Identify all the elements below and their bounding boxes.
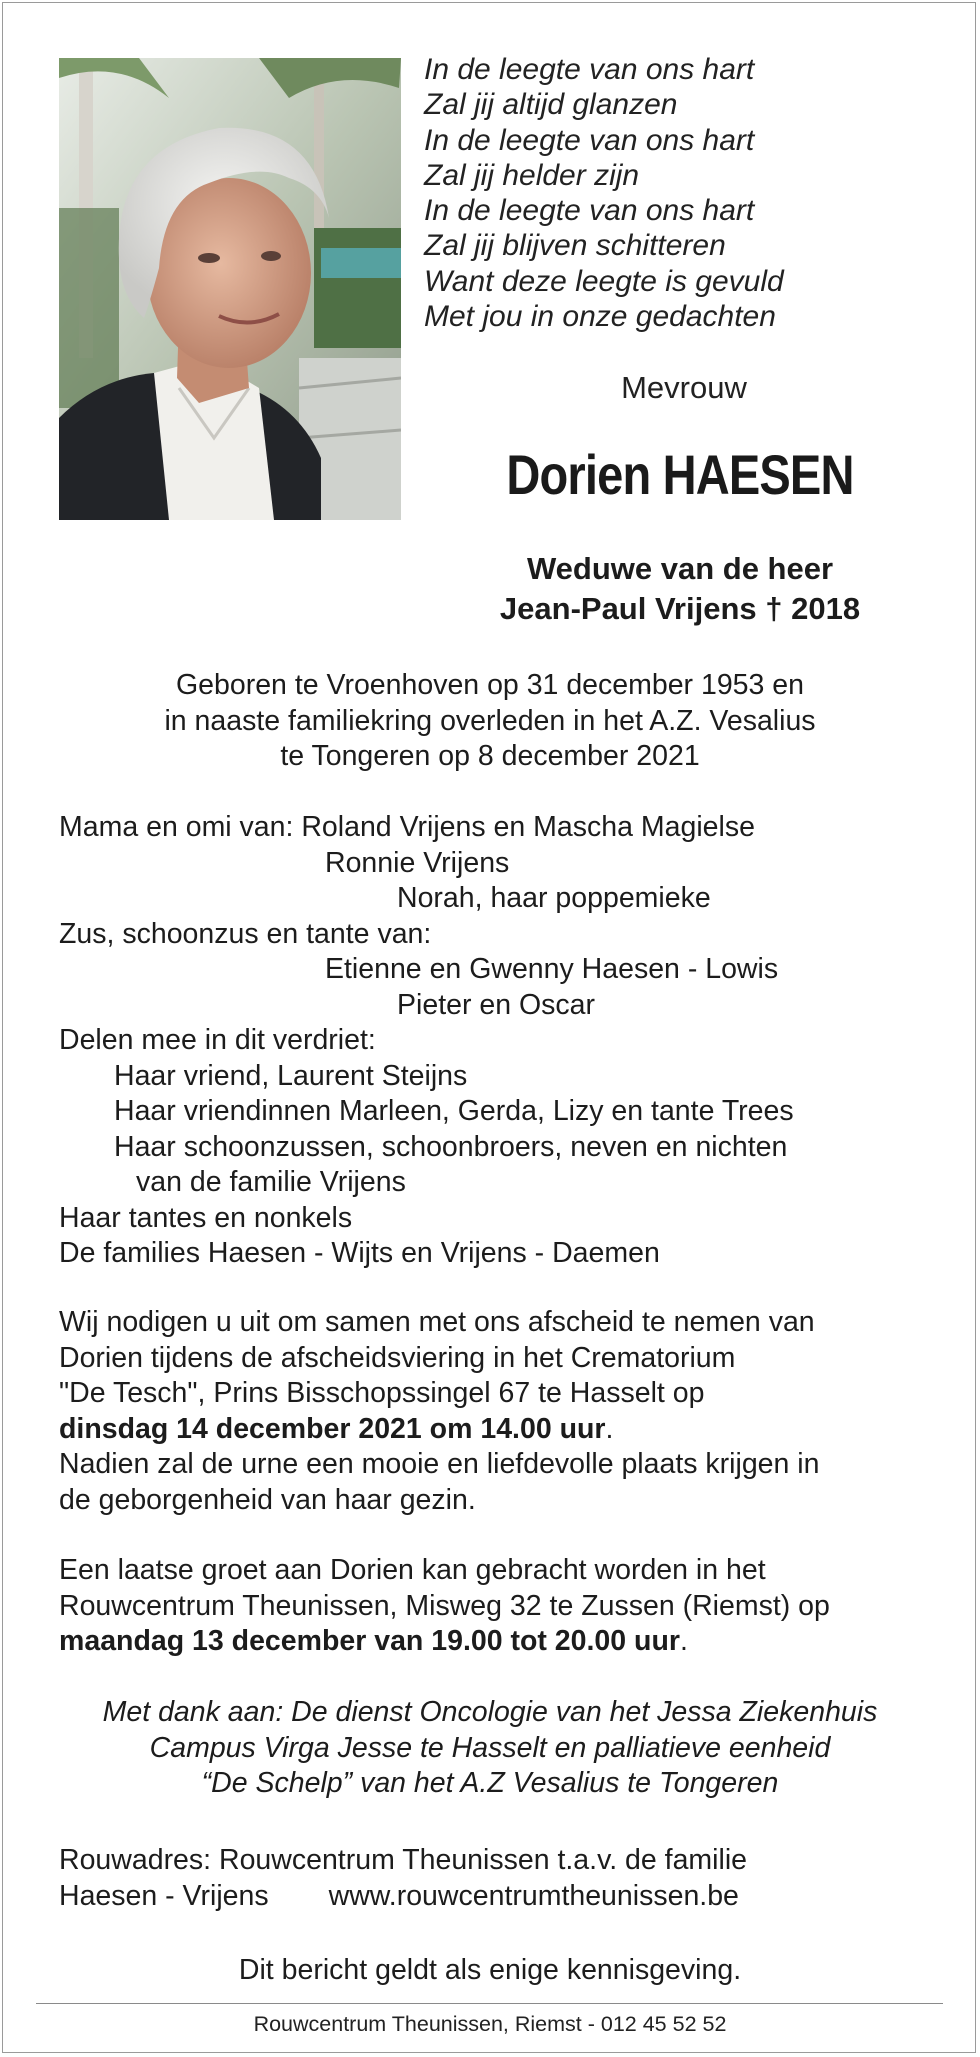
thanks-line: Met dank aan: De dienst Oncologie van het Jessa Ziekenhuis xyxy=(102,1696,878,1728)
invite-line: Wij nodigen u uit om samen met ons afscheid te nemen van xyxy=(59,1306,815,1338)
poem-line: Want deze leegte is gevuld xyxy=(424,264,784,298)
poem-line: In de leegte van ons hart xyxy=(424,123,755,157)
footer-contact: Rouwcentrum Theunissen, Riemst - 012 45 52 52 xyxy=(253,2012,727,2036)
thanks-line: Campus Virga Jesse te Hasselt en palliatieve eenheid xyxy=(149,1731,831,1764)
family-line: Haar vriendinnen Marleen, Gerda, Lizy en tante Trees xyxy=(114,1095,794,1127)
family-line: Mama en omi van: Roland Vrijens en Mascha Magielse xyxy=(59,811,755,843)
birth-death-details xyxy=(40,668,940,775)
punctuation: . xyxy=(605,1412,614,1445)
visitation xyxy=(59,1553,949,1660)
visit-line: Een laatse groet aan Dorien kan gebracht worden in het xyxy=(59,1554,766,1586)
punctuation: . xyxy=(679,1625,688,1657)
family-line: Haar schoonzussen, schoonbroers, neven en nichten xyxy=(114,1130,788,1163)
divider xyxy=(36,2003,943,2004)
poem-line: Zal jij helder zijn xyxy=(424,158,640,192)
widow-line: Weduwe van de heer xyxy=(526,551,834,586)
visit-date: maandag 13 december van 19.00 tot 20.00 uur xyxy=(59,1625,680,1657)
family-list xyxy=(59,810,949,1272)
website-link[interactable]: www.rouwcentrumtheunissen.be xyxy=(328,1879,739,1912)
thanks-line: “De Schelp” van het A.Z Vesalius te Tongeren xyxy=(201,1767,779,1799)
family-line: Pieter en Oscar xyxy=(397,988,595,1021)
service-date: dinsdag 14 december 2021 om 14.00 uur xyxy=(59,1412,606,1445)
poem-line: Met jou in onze gedachten xyxy=(424,300,776,334)
invite-line: "De Tesch", Prins Bisschopssingel 67 te Hasselt op xyxy=(59,1377,705,1409)
birth-line: in naaste familiekring overleden in het A.Z. Vesalius xyxy=(164,704,816,737)
mourning-address xyxy=(59,1843,949,1914)
widow-of xyxy=(420,549,940,629)
address-line-2 xyxy=(59,1879,949,1915)
invitation xyxy=(59,1305,949,1518)
family-line: Etienne en Gwenny Haesen - Lowis xyxy=(325,953,779,985)
visit-date-line xyxy=(59,1624,949,1660)
invite-date-line xyxy=(59,1412,949,1448)
family-line: van de familie Vrijens xyxy=(136,1166,406,1198)
address-line: Rouwadres: Rouwcentrum Theunissen t.a.v. de familie xyxy=(59,1844,748,1876)
deceased-name: Dorien HAESEN xyxy=(506,443,854,506)
birth-line: te Tongeren op 8 december 2021 xyxy=(280,740,700,772)
family-line: Haar tantes en nonkels xyxy=(59,1201,353,1234)
family-line: De families Haesen - Wijts en Vrijens - Daemen xyxy=(59,1237,660,1269)
portrait-photo xyxy=(59,58,401,520)
poem-line: Zal jij altijd glanzen xyxy=(424,88,678,122)
poem xyxy=(424,52,944,334)
family-line: Norah, haar poppemieke xyxy=(397,882,711,914)
invite-line: Dorien tijdens de afscheidsviering in het Crematorium xyxy=(59,1341,736,1374)
poem-line: In de leegte van ons hart xyxy=(424,53,755,86)
acknowledgements xyxy=(40,1695,940,1802)
family-line: Zus, schoonzus en tante van: xyxy=(59,917,432,950)
visit-line: Rouwcentrum Theunissen, Misweg 32 te Zussen (Riemst) op xyxy=(59,1589,830,1622)
family-line: Ronnie Vrijens xyxy=(325,846,510,879)
notice-statement: Dit bericht geldt als enige kennisgeving. xyxy=(238,1954,742,1986)
invite-line: de geborgenheid van haar gezin. xyxy=(59,1483,476,1516)
widow-line: Jean-Paul Vrijens † 2018 xyxy=(499,591,861,626)
invite-line: Nadien zal de urne een mooie en liefdevolle plaats krijgen in xyxy=(59,1448,820,1480)
poem-line: In de leegte van ons hart xyxy=(424,194,755,228)
honorific: Mevrouw xyxy=(621,370,747,405)
family-line: Haar vriend, Laurent Steijns xyxy=(114,1059,468,1092)
portrait-illustration xyxy=(59,58,401,520)
poem-line: Zal jij blijven schitteren xyxy=(424,229,726,263)
family-name: Haesen - Vrijens xyxy=(59,1879,269,1912)
birth-line: Geboren te Vroenhoven op 31 december 1953 en xyxy=(176,669,804,701)
family-line: Delen mee in dit verdriet: xyxy=(59,1024,376,1056)
